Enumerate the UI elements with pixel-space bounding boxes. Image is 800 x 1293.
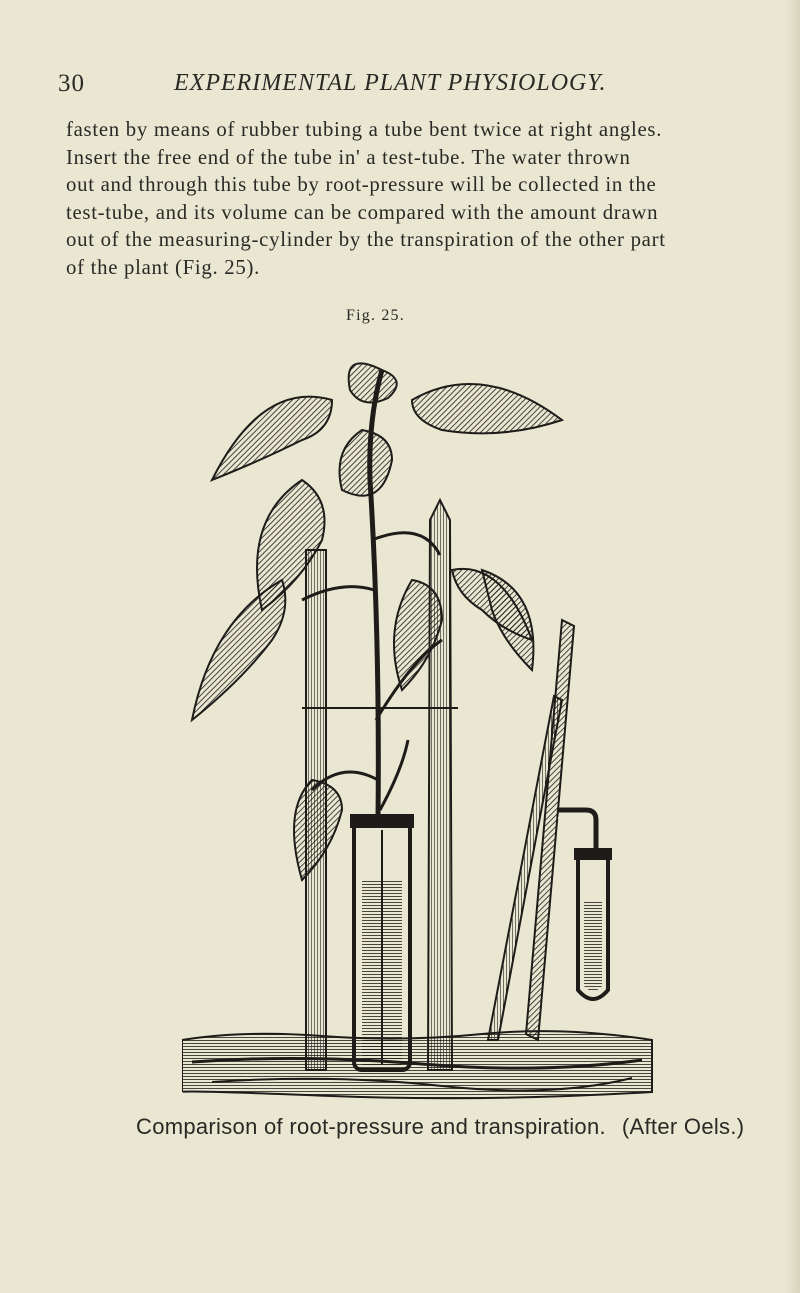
figure-label: Fig. 25.	[346, 307, 405, 324]
support-stake-right	[428, 500, 452, 1070]
body-line: out of the measuring-cylinder by the transpiration of the other part	[66, 228, 666, 252]
cut-stem-tube	[488, 620, 574, 1040]
figure-illustration	[182, 340, 662, 1110]
body-line: fasten by means of rubber tubing a tube bent twice at right angles.	[66, 118, 663, 141]
running-head: EXPERIMENTAL PLANT PHYSIOLOGY.	[174, 70, 607, 96]
page-number: 30	[58, 70, 85, 97]
figure-caption	[136, 1114, 745, 1140]
page-header	[58, 70, 748, 104]
ground-base	[182, 1031, 652, 1098]
body-line: test-tube, and its volume can be compared with the amount drawn	[66, 200, 659, 224]
body-line: of the plant (Fig. 25).	[66, 255, 261, 279]
body-paragraph	[66, 116, 742, 282]
bent-glass-tube	[558, 810, 596, 852]
page-edge	[786, 0, 800, 1293]
body-line: Insert the free end of the tube in' a test-tube. The water thrown	[66, 145, 631, 169]
measuring-cylinder	[350, 814, 414, 1070]
caption-credit: (After Oels.)	[621, 1114, 745, 1139]
body-line: out and through this tube by root-pressure will be collected in the	[66, 173, 657, 197]
collecting-test-tube	[574, 848, 612, 999]
caption-main: Comparison of root-pressure and transpiration.	[136, 1114, 606, 1139]
